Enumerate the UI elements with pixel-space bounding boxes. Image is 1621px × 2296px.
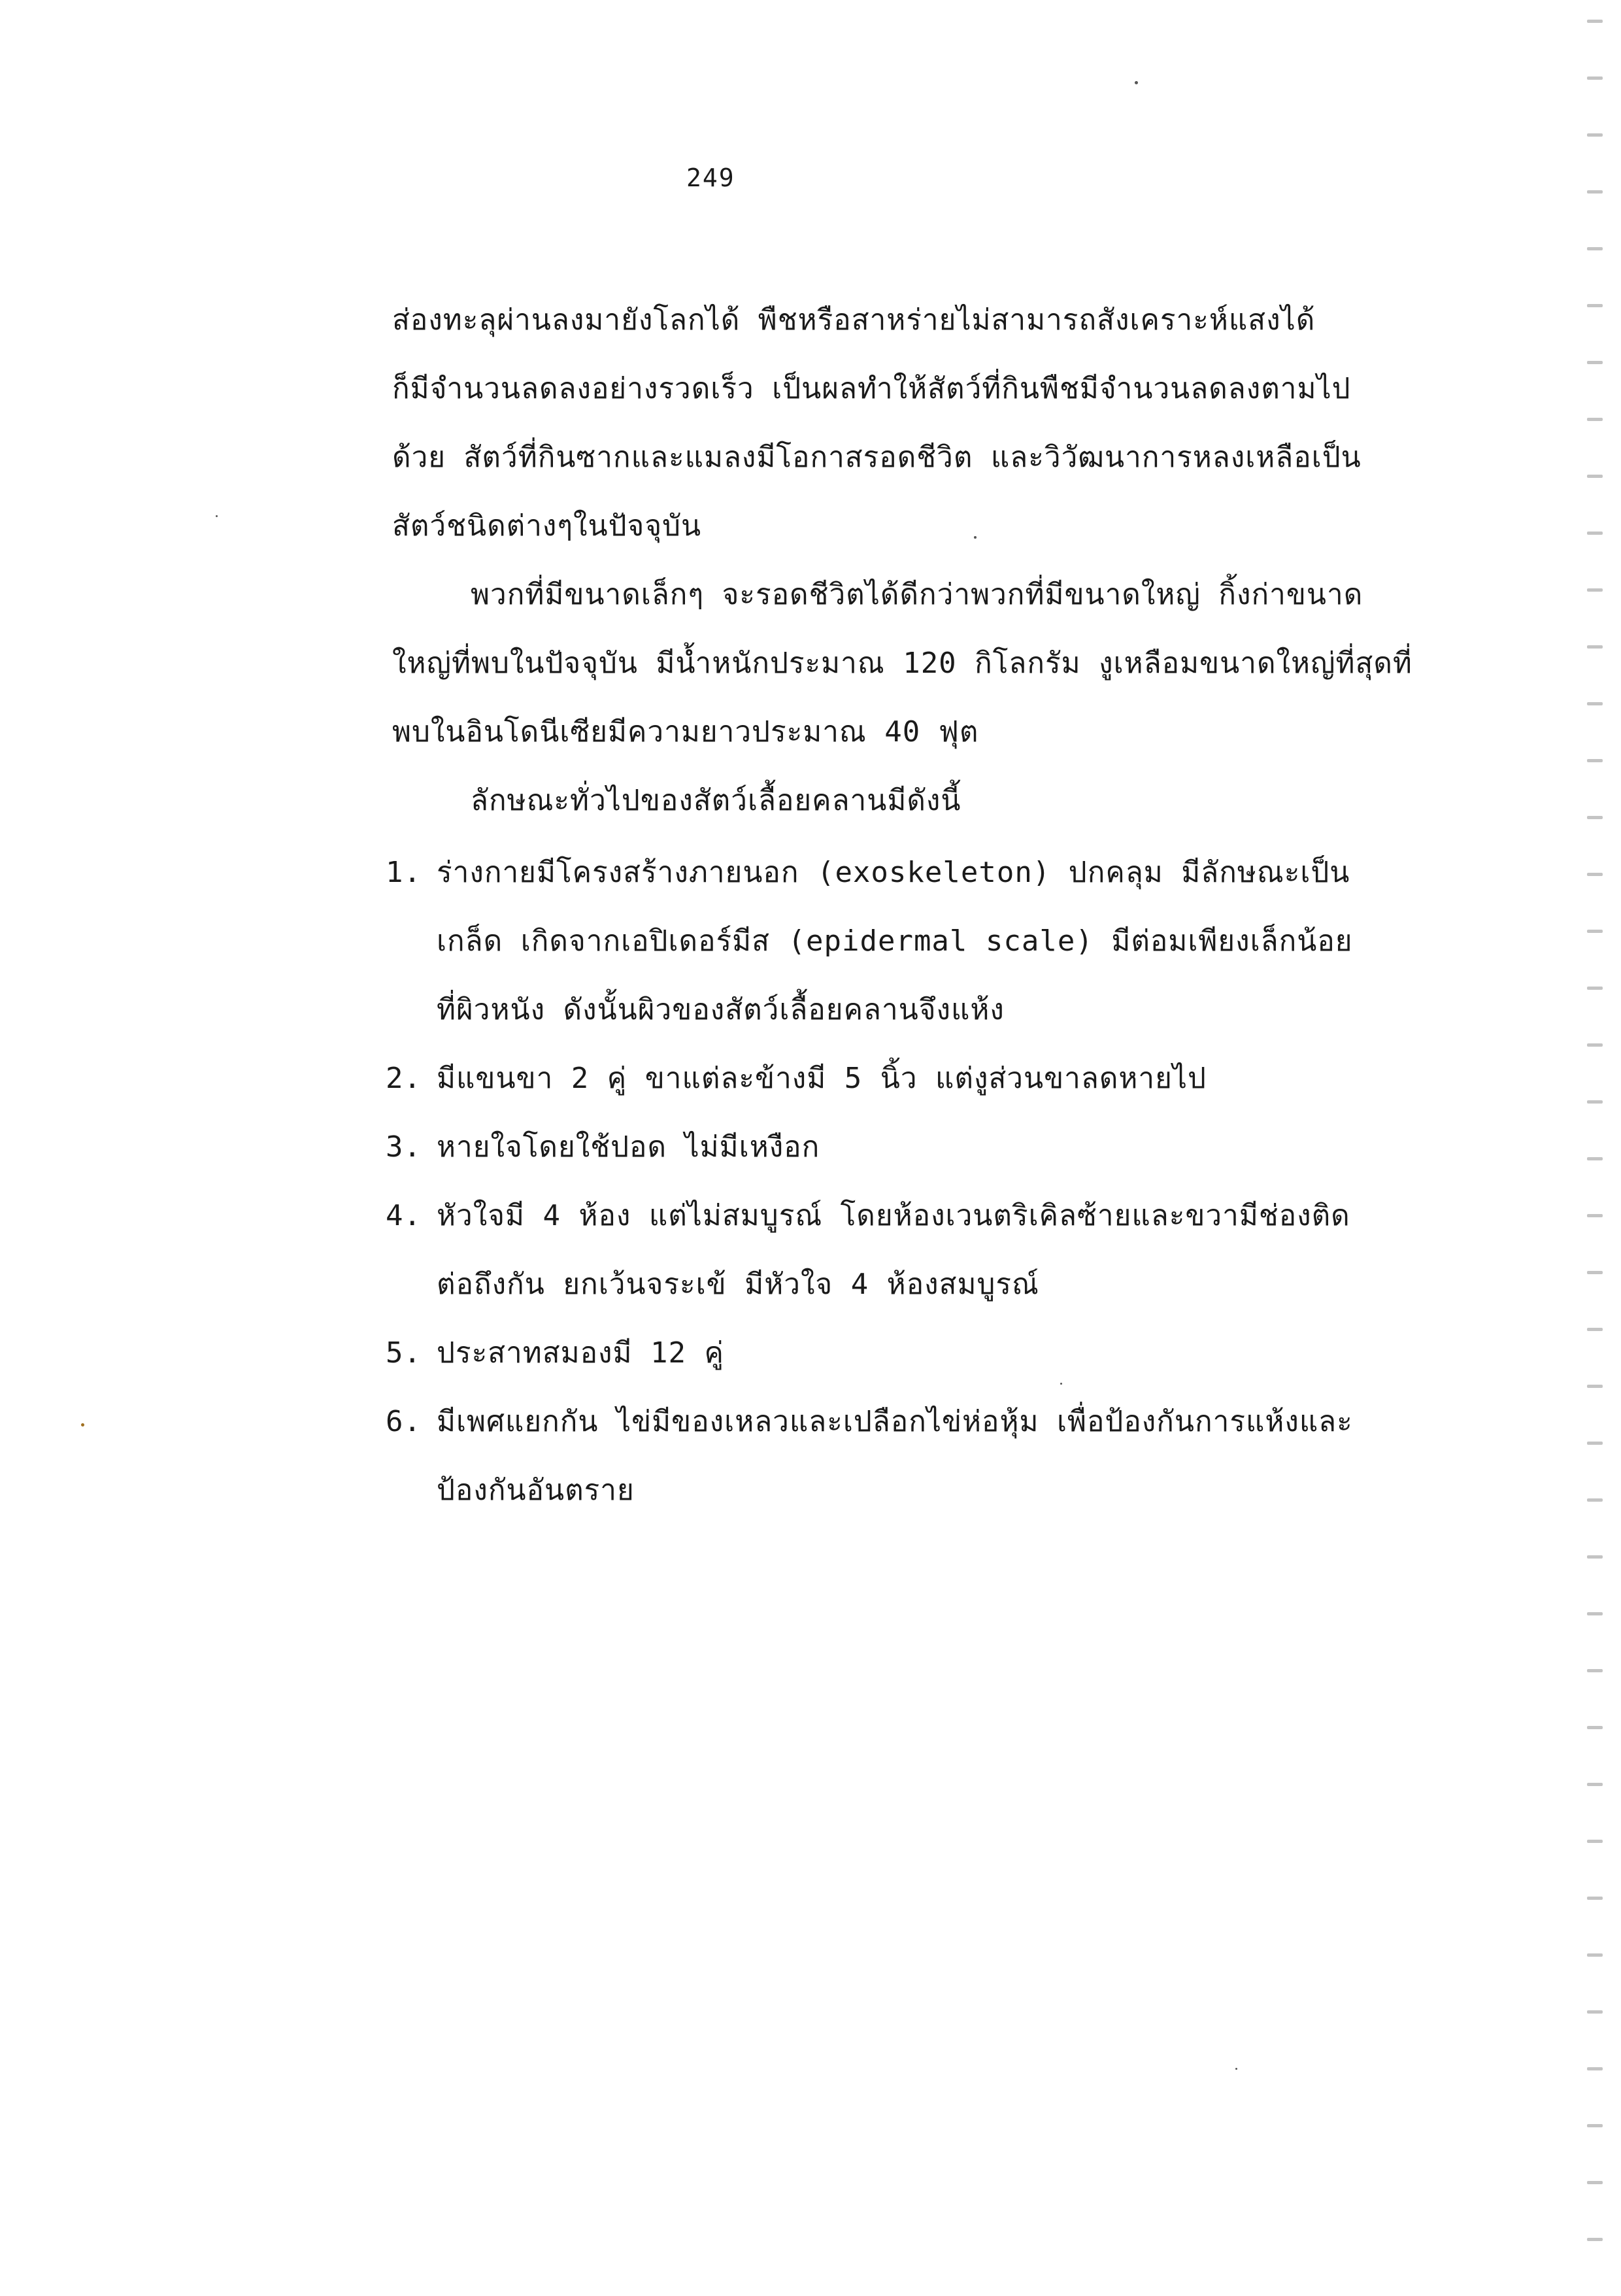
scan-speck — [1235, 2068, 1237, 2070]
scan-speck — [81, 1423, 84, 1427]
perforation-mark — [1587, 873, 1603, 876]
perforation-mark — [1587, 20, 1603, 23]
list-item-5 — [386, 1334, 724, 1373]
perforation-mark — [1587, 1442, 1603, 1445]
perforation-mark — [1587, 588, 1603, 592]
perforation-mark — [1587, 532, 1603, 535]
list-item-1-continuation: ที่ผิวหนัง ดังนั้นผิวของสัตว์เลื้อยคลานจึงแห้ง — [437, 993, 1005, 1026]
scan-speck — [1135, 81, 1138, 84]
perforation-mark — [1587, 702, 1603, 705]
list-item-4 — [386, 1196, 1350, 1236]
perforation-mark — [1587, 1612, 1603, 1615]
perforation-mark — [1587, 247, 1603, 250]
list-number: 5. — [386, 1336, 422, 1370]
list-number: 2. — [386, 1062, 422, 1095]
perforation-mark — [1587, 1328, 1603, 1331]
list-number: 3. — [386, 1130, 422, 1164]
perforation-mark — [1587, 1555, 1603, 1559]
perforation-mark — [1587, 2010, 1603, 2014]
perforation-mark — [1587, 1783, 1603, 1786]
body-line: ลักษณะทั่วไปของสัตว์เลื้อยคลานมีดังนี้ — [471, 784, 961, 817]
list-text: ร่างกายมีโครงสร้างภายนอก (exoskeleton) ปกคลุม มีลักษณะเป็น — [437, 856, 1350, 889]
perforation-mark — [1587, 1669, 1603, 1672]
perforation-mark — [1587, 1840, 1603, 1843]
perforation-mark — [1587, 1385, 1603, 1388]
page-number: 249 — [686, 163, 735, 192]
perforation-mark — [1587, 76, 1603, 80]
body-line: ใหญ่ที่พบในปัจจุบัน มีน้ำหนักประมาณ 120 กิโลกรัม งูเหลือมขนาดใหญ่ที่สุดที่ — [392, 647, 1412, 680]
body-line: สัตว์ชนิดต่างๆในปัจจุบัน — [392, 509, 702, 543]
list-text: ประสาทสมองมี 12 คู่ — [437, 1336, 724, 1370]
perforation-mark — [1587, 930, 1603, 933]
scan-speck — [216, 515, 218, 517]
perforation-mark — [1587, 1953, 1603, 1957]
perforation-mark — [1587, 190, 1603, 194]
perforation-mark — [1587, 1897, 1603, 1900]
perforation-mark — [1587, 816, 1603, 819]
list-item-4-continuation: ต่อถึงกัน ยกเว้นจระเข้ มีหัวใจ 4 ห้องสมบูรณ์ — [437, 1268, 1039, 1301]
list-item-3 — [386, 1128, 820, 1167]
perforation-mark — [1587, 1726, 1603, 1729]
list-text: หายใจโดยใช้ปอด ไม่มีเหงือก — [437, 1130, 820, 1164]
list-item-1-continuation: เกล็ด เกิดจากเอปิเดอร์มีส (epidermal scale) มีต่อมเพียงเล็กน้อย — [437, 924, 1353, 958]
list-text: มีเพศแยกกัน ไข่มีของเหลวและเปลือกไข่ห่อหุ้ม เพื่อป้องกันการแห้งและ — [437, 1405, 1353, 1438]
perforation-mark — [1587, 1043, 1603, 1047]
perforation-mark — [1587, 1214, 1603, 1217]
list-item-1 — [386, 853, 1350, 892]
body-line: ส่องทะลุผ่านลงมายังโลกได้ พืชหรือสาหร่ายไม่สามารถสังเคราะห์แสงได้ — [392, 303, 1316, 337]
list-item-6 — [386, 1402, 1353, 1442]
perforation-mark — [1587, 133, 1603, 137]
list-number: 6. — [386, 1405, 422, 1438]
list-item-2 — [386, 1059, 1207, 1098]
perforation-mark — [1587, 1100, 1603, 1104]
perforation-mark — [1587, 2181, 1603, 2184]
perforation-mark — [1587, 2124, 1603, 2127]
list-item-6-continuation: ป้องกันอันตราย — [437, 1474, 635, 1507]
list-text: หัวใจมี 4 ห้อง แต่ไม่สมบูรณ์ โดยห้องเวนตริเคิลซ้ายและขวามีช่องติด — [437, 1199, 1350, 1232]
page-perforation-edge — [1587, 0, 1607, 2296]
perforation-mark — [1587, 1157, 1603, 1160]
list-text: มีแขนขา 2 คู่ ขาแต่ละข้างมี 5 นิ้ว แต่งูส่วนขาลดหายไป — [437, 1062, 1207, 1095]
perforation-mark — [1587, 645, 1603, 649]
perforation-mark — [1587, 759, 1603, 762]
list-number: 4. — [386, 1199, 422, 1232]
scan-speck — [974, 536, 977, 539]
perforation-mark — [1587, 418, 1603, 421]
perforation-mark — [1587, 1271, 1603, 1274]
body-line: พบในอินโดนีเซียมีความยาวประมาณ 40 ฟุต — [392, 715, 979, 749]
perforation-mark — [1587, 2067, 1603, 2070]
perforation-mark — [1587, 987, 1603, 990]
body-line: พวกที่มีขนาดเล็กๆ จะรอดชีวิตได้ดีกว่าพวกที่มีขนาดใหญ่ กิ้งก่าขนาด — [471, 578, 1363, 611]
body-line: ก็มีจำนวนลดลงอย่างรวดเร็ว เป็นผลทำให้สัตว์ที่กินพืชมีจำนวนลดลงตามไป — [392, 372, 1351, 405]
perforation-mark — [1587, 304, 1603, 307]
perforation-mark — [1587, 361, 1603, 364]
list-number: 1. — [386, 856, 422, 889]
perforation-mark — [1587, 475, 1603, 478]
body-line: ด้วย สัตว์ที่กินซากและแมลงมีโอกาสรอดชีวิต และวิวัฒนาการหลงเหลือเป็น — [392, 441, 1362, 474]
perforation-mark — [1587, 2238, 1603, 2241]
perforation-mark — [1587, 1498, 1603, 1502]
scan-speck — [1060, 1383, 1062, 1385]
